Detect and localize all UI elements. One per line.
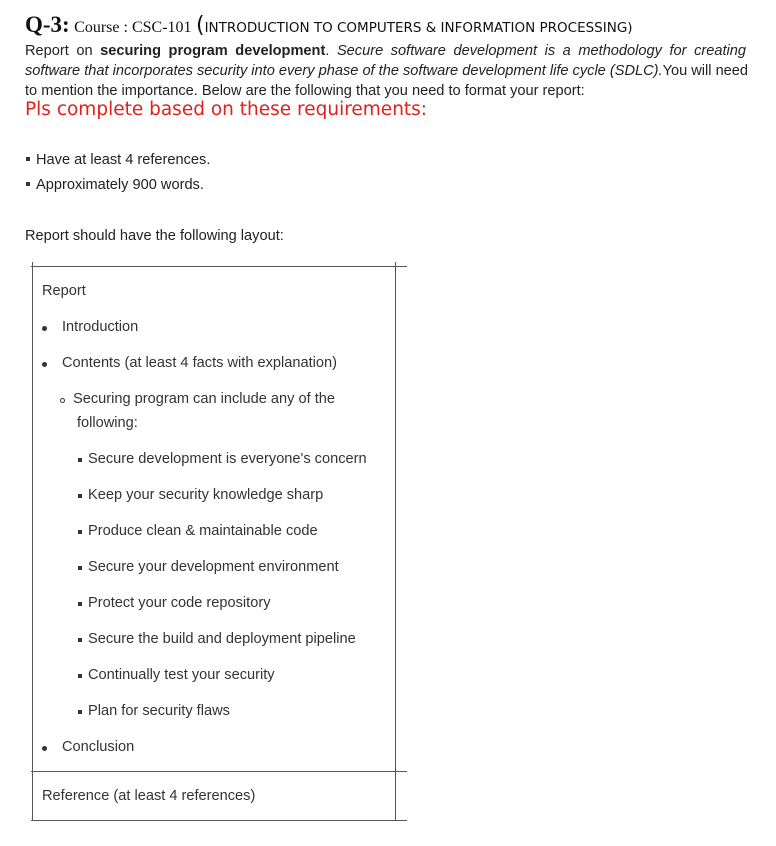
requirements-note: Pls complete based on these requirements:: [25, 99, 428, 120]
section-introduction: Introduction: [62, 319, 139, 335]
question-header: [25, 12, 633, 38]
square-bullet-icon: [78, 674, 82, 678]
list-item: Produce clean & maintainable code: [88, 523, 318, 539]
intro-definition-end: software that incorporates security into every phase of the software development life cycle (SDLC).: [25, 63, 663, 79]
square-bullet-icon: [78, 530, 82, 534]
hollow-circle-bullet-icon: [60, 398, 65, 403]
list-item: Keep your security knowledge sharp: [88, 487, 324, 503]
sub-heading-line-1: Securing program can include any of the: [73, 391, 336, 407]
section-conclusion: Conclusion: [62, 739, 135, 755]
square-bullet-icon: [78, 638, 82, 642]
intro-line-2: [25, 61, 748, 81]
box-right-border: [395, 262, 396, 821]
list-item: Secure development is everyone's concern: [88, 451, 367, 467]
section-contents: Contents (at least 4 facts with explanation): [62, 355, 337, 371]
requirement-item: [26, 152, 210, 168]
square-bullet-icon: [26, 157, 30, 161]
intro-line-3: to mention the importance. Below are the following that you need to format your report:: [25, 83, 585, 99]
intro-line-1: [25, 41, 746, 61]
square-bullet-icon: [78, 458, 82, 462]
requirement-text: Approximately 900 words.: [36, 177, 204, 193]
bullet-dot-icon: [42, 746, 47, 751]
section-reference: Reference (at least 4 references): [42, 788, 256, 804]
square-bullet-icon: [78, 602, 82, 606]
report-title: Report: [42, 283, 86, 299]
bullet-dot-icon: [42, 362, 47, 367]
course-code: Course : CSC-101: [74, 19, 192, 36]
intro-topic: securing program development: [100, 43, 326, 59]
course-paren-open: (: [195, 13, 205, 38]
course-paren-close: ): [627, 20, 633, 36]
box-divider: [31, 771, 407, 772]
intro-paragraph: [25, 41, 748, 101]
sub-heading-line-2: following:: [77, 415, 138, 431]
box-left-border: [32, 262, 33, 821]
requirement-text: Have at least 4 references.: [36, 152, 211, 168]
square-bullet-icon: [26, 182, 30, 186]
list-item: Plan for security flaws: [88, 703, 230, 719]
square-bullet-icon: [78, 710, 82, 714]
bullet-dot-icon: [42, 326, 47, 331]
list-item: Protect your code repository: [88, 595, 271, 611]
box-top-border: [31, 266, 407, 267]
list-item: Secure your development environment: [88, 559, 339, 575]
requirement-item: [26, 177, 204, 193]
box-bottom-border: [31, 820, 407, 821]
intro-period: .: [325, 43, 330, 59]
layout-intro: Report should have the following layout:: [25, 228, 284, 244]
course-title: INTRODUCTION TO COMPUTERS & INFORMATION PROCESSING: [204, 20, 628, 36]
square-bullet-icon: [78, 494, 82, 498]
intro-text-report-on: Report on: [25, 43, 93, 59]
list-item: Secure the build and deployment pipeline: [88, 631, 356, 647]
intro-definition-start: Secure software development is a methodology for creating: [336, 43, 746, 59]
list-item: Continually test your security: [88, 667, 275, 683]
question-number: Q-3:: [25, 12, 70, 37]
square-bullet-icon: [78, 566, 82, 570]
intro-need-text: You will need: [662, 63, 749, 79]
